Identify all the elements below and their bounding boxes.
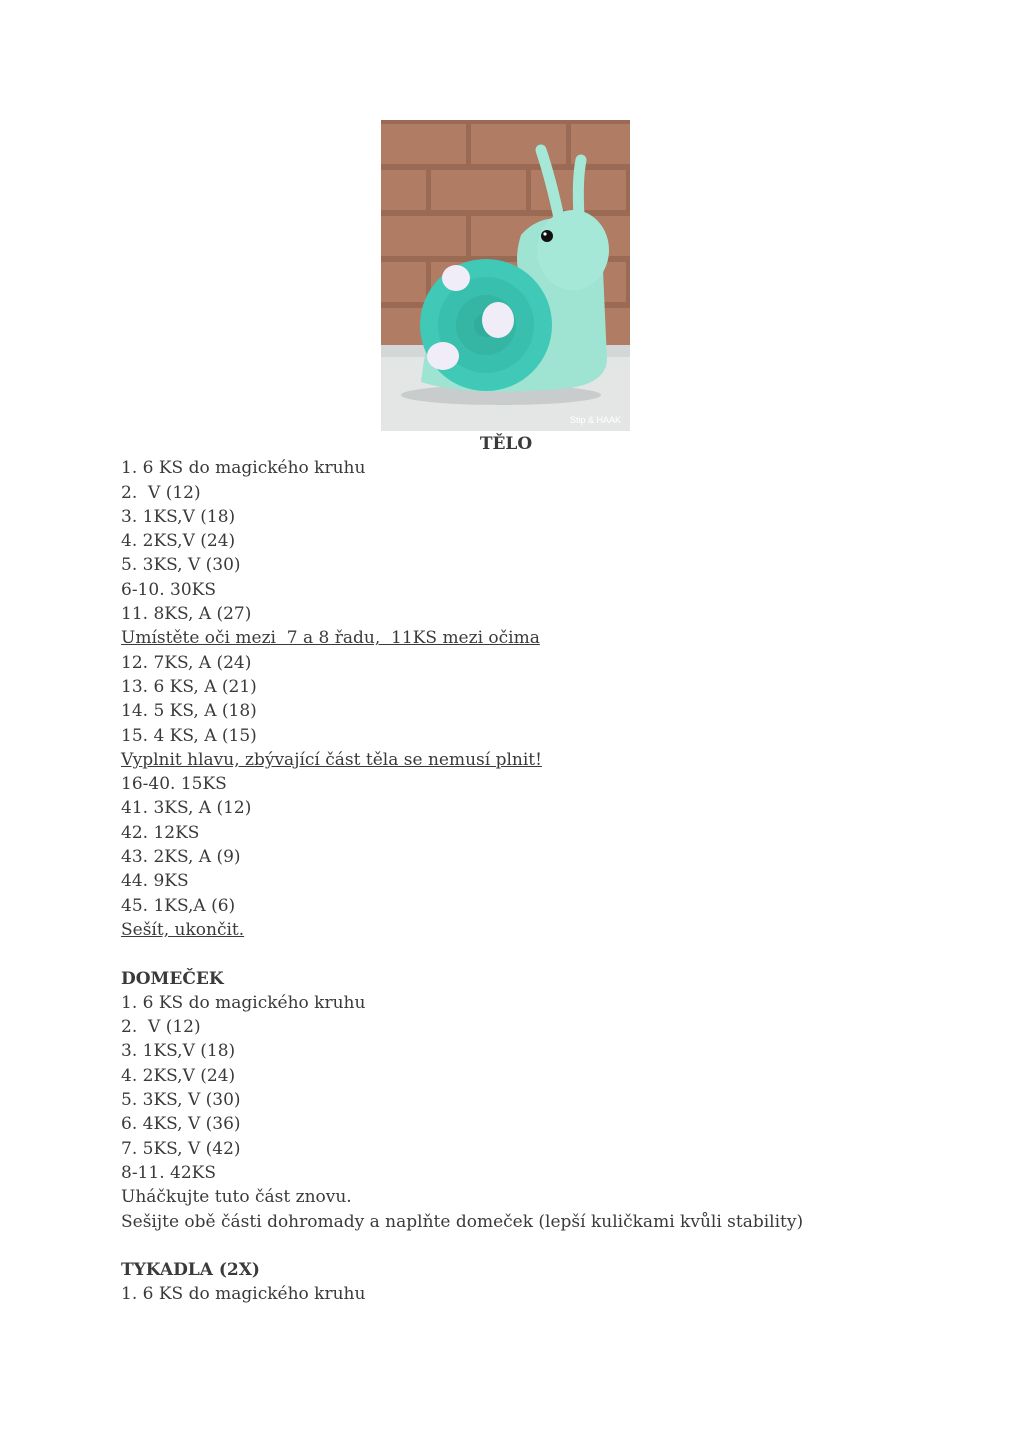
row-line: 15. 4 KS, A (15) [121,725,257,746]
section-heading-telo: TĚLO [479,434,533,454]
row-line: 1. 6 KS do magického kruhu [121,458,366,479]
row-line: 2. V (12) [121,482,201,503]
row-line: 44. 9KS [121,871,189,892]
row-line: 14. 5 KS, A (18) [121,701,257,722]
row-line: 8-11. 42KS [121,1162,216,1183]
row-line: 16-40. 15KS [121,774,227,795]
photo-watermark: Stip & HAAK [569,415,621,425]
row-line: 12. 7KS, A (24) [121,652,252,673]
section-heading-tykadla: TYKADLA (2X) [121,1260,260,1281]
row-line: 42. 12KS [121,822,200,843]
row-line: 5. 3KS, V (30) [121,555,241,576]
row-line: 11. 8KS, A (27) [121,604,252,625]
row-line: 4. 2KS,V (24) [121,1065,236,1086]
row-line: 1. 6 KS do magického kruhu [121,992,366,1013]
row-line: 7. 5KS, V (42) [121,1138,241,1159]
snail-illustration [381,120,630,431]
note-end: Sešít, ukončit. [121,919,245,940]
row-line: 3. 1KS,V (18) [121,506,236,527]
row-line: 6. 4KS, V (36) [121,1114,241,1135]
row-line: 2. V (12) [121,1017,201,1038]
section-heading-domecek: DOMEČEK [121,968,224,989]
note-eyes: Umístěte oči mezi 7 a 8 řadu, 11KS mezi očima [121,628,540,649]
row-line: 4. 2KS,V (24) [121,531,236,552]
row-line: 41. 3KS, A (12) [121,798,252,819]
row-line: 6-10. 30KS [121,579,216,600]
pattern-text [121,432,901,1307]
spacer [121,1234,901,1258]
row-line: Sešijte obě části dohromady a naplňte domeček (lepší kuličkami kvůli stability) [121,1211,804,1232]
row-line: 43. 2KS, A (9) [121,847,241,868]
note-fill: Vyplnit hlavu, zbývající část těla se nemusí plnit! [121,749,542,770]
row-line: 13. 6 KS, A (21) [121,676,257,697]
spacer [121,942,901,966]
row-line: 1. 6 KS do magického kruhu [121,1284,366,1305]
row-line: Uháčkujte tuto část znovu. [121,1187,352,1208]
row-line: 45. 1KS,A (6) [121,895,236,916]
row-line: 5. 3KS, V (30) [121,1090,241,1111]
snail-photo [381,120,630,431]
row-line: 3. 1KS,V (18) [121,1041,236,1062]
